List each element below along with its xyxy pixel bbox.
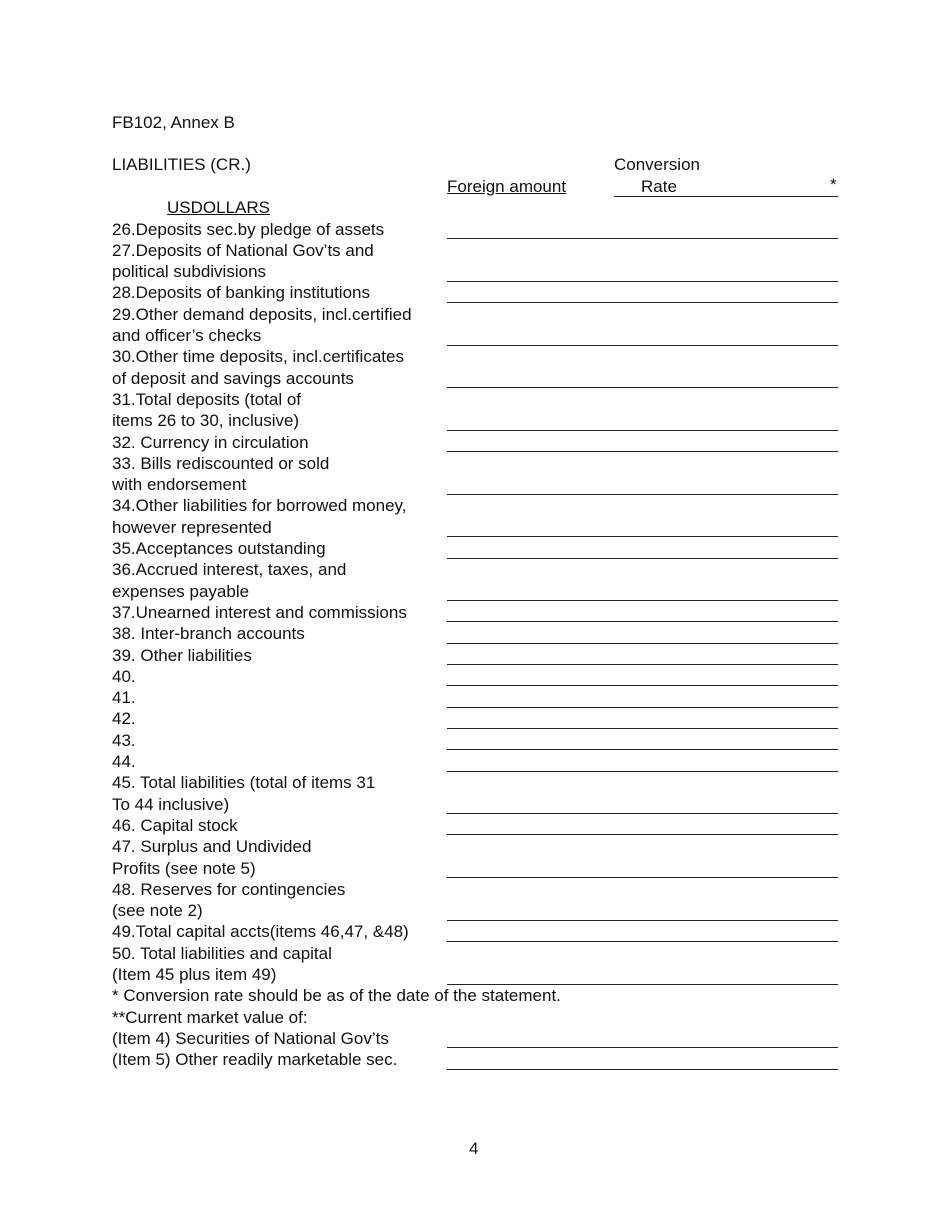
entry-line[interactable] bbox=[447, 834, 838, 835]
item-label-line: 40. bbox=[112, 666, 136, 686]
conversion-header-line1: Conversion bbox=[614, 155, 700, 174]
item-label-line: 42. bbox=[112, 709, 136, 729]
market-value-line: (Item 4) Securities of National Gov’ts bbox=[112, 1028, 389, 1048]
item-label-line: 28.Deposits of banking institutions bbox=[112, 283, 370, 303]
item-label-line: 38. Inter-branch accounts bbox=[112, 624, 305, 644]
foreign-amount-header: Foreign amount bbox=[447, 177, 567, 196]
item-label-line: To 44 inclusive) bbox=[112, 794, 230, 814]
entry-line[interactable] bbox=[447, 281, 838, 282]
item-label-line: 36.Accrued interest, taxes, and bbox=[112, 560, 347, 580]
item-label-line: 30.Other time deposits, incl.certificates bbox=[112, 347, 404, 367]
item-label-line: items 26 to 30, inclusive) bbox=[112, 411, 300, 431]
entry-line[interactable] bbox=[447, 685, 838, 686]
item-label-line: political subdivisions bbox=[112, 262, 267, 282]
entry-line[interactable] bbox=[447, 728, 838, 729]
entry-line[interactable] bbox=[447, 238, 838, 239]
item-label-line: 31.Total deposits (total of bbox=[112, 389, 302, 409]
entry-line[interactable] bbox=[447, 345, 838, 346]
item-label-line: (Item 45 plus item 49) bbox=[112, 965, 277, 984]
item-label-line: 33. Bills rediscounted or sold bbox=[112, 453, 330, 473]
item-label-line: 47. Surplus and Undivided bbox=[112, 837, 312, 857]
market-value-line: (Item 5) Other readily marketable sec. bbox=[112, 1050, 398, 1070]
market-value-heading: **Current market value of: bbox=[112, 1007, 308, 1027]
item-label-line: 26.Deposits sec.by pledge of assets bbox=[112, 219, 385, 239]
item-label-line: 48. Reserves for contingencies bbox=[112, 879, 346, 899]
item-label-line: 43. bbox=[112, 730, 136, 750]
item-label-line: however represented bbox=[112, 517, 272, 537]
entry-line[interactable] bbox=[447, 643, 838, 644]
item-label-line: 35.Acceptances outstanding bbox=[112, 539, 326, 558]
market-value-entry-line[interactable] bbox=[447, 1069, 838, 1070]
entry-line[interactable] bbox=[447, 771, 838, 772]
form-id: FB102, Annex B bbox=[112, 113, 235, 132]
item-label-line: 34.Other liabilities for borrowed money, bbox=[112, 496, 407, 516]
item-label-line: 50. Total liabilities and capital bbox=[112, 943, 332, 963]
section-title: LIABILITIES (CR.) bbox=[112, 155, 251, 174]
item-label-line: (see note 2) bbox=[112, 901, 203, 921]
entry-line[interactable] bbox=[447, 387, 838, 388]
entry-line[interactable] bbox=[447, 877, 838, 878]
item-label-line: 41. bbox=[112, 688, 136, 708]
item-label-line: and officer’s checks bbox=[112, 326, 262, 345]
star-marker: * bbox=[830, 175, 837, 194]
entry-line[interactable] bbox=[447, 621, 838, 622]
item-label-line: 32. Currency in circulation bbox=[112, 432, 309, 452]
item-label-line: of deposit and savings accounts bbox=[112, 368, 354, 388]
entry-line[interactable] bbox=[447, 664, 838, 665]
entry-line[interactable] bbox=[447, 430, 838, 431]
item-label-line: 27.Deposits of National Gov’ts and bbox=[112, 240, 374, 260]
item-label-line: 46. Capital stock bbox=[112, 815, 238, 835]
entry-line[interactable] bbox=[447, 920, 838, 921]
entry-line[interactable] bbox=[447, 451, 838, 452]
entry-line[interactable] bbox=[447, 707, 838, 708]
item-label-line: 44. bbox=[112, 752, 136, 771]
page-number: 4 bbox=[469, 1139, 479, 1158]
currency-heading: USDOLLARS bbox=[167, 198, 270, 217]
item-label-line: 45. Total liabilities (total of items 31 bbox=[112, 773, 376, 793]
conversion-footnote: * Conversion rate should be as of the date of the statement. bbox=[112, 986, 561, 1006]
conversion-header-line2: Rate bbox=[641, 177, 677, 196]
conversion-header-rule bbox=[614, 196, 838, 197]
entry-line[interactable] bbox=[447, 600, 838, 601]
item-label-line: expenses payable bbox=[112, 581, 250, 601]
item-label-line: Profits (see note 5) bbox=[112, 858, 256, 878]
market-value-entry-line[interactable] bbox=[447, 1047, 838, 1048]
entry-line[interactable] bbox=[447, 494, 838, 495]
entry-line[interactable] bbox=[447, 536, 838, 537]
item-label-line: with endorsement bbox=[112, 475, 247, 495]
entry-line[interactable] bbox=[447, 302, 838, 303]
entry-line[interactable] bbox=[447, 558, 838, 559]
item-label-line: 37.Unearned interest and commissions bbox=[112, 602, 407, 622]
entry-line[interactable] bbox=[447, 813, 838, 814]
item-label-line: 49.Total capital accts(items 46,47, &48) bbox=[112, 922, 409, 942]
item-label-line: 39. Other liabilities bbox=[112, 645, 252, 665]
entry-line[interactable] bbox=[447, 749, 838, 750]
item-label-line: 29.Other demand deposits, incl.certified bbox=[112, 304, 412, 324]
entry-line[interactable] bbox=[447, 941, 838, 942]
